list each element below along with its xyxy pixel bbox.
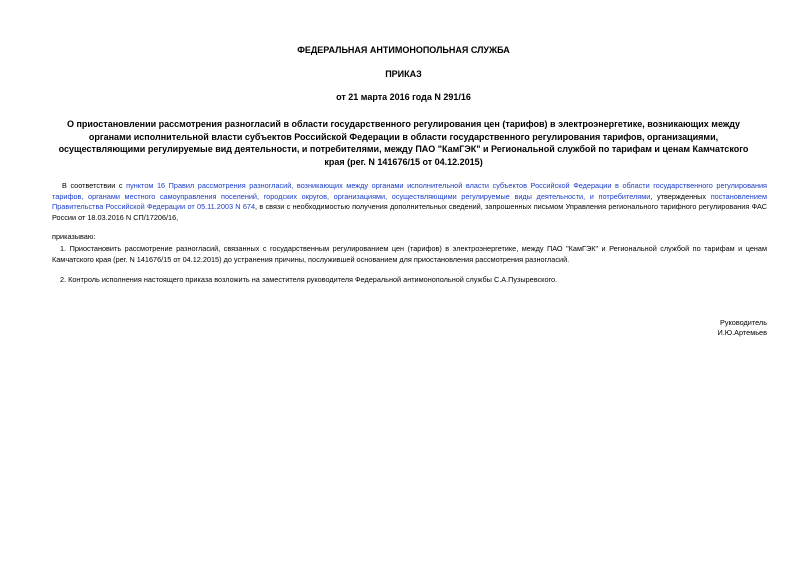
preamble-suffix: , в связи с необходимостью получения дополнительных сведений, запрошенных письмом Управления регионального тарифного регулирования ФАС России от 18.03.2016 N СП/17206/16, bbox=[52, 202, 767, 222]
preamble-middle: , утвержденных bbox=[650, 191, 711, 201]
signatory-name: И.Ю.Артемьев bbox=[717, 328, 767, 337]
order-item-1: 1. Приостановить рассмотрение разногласий, связанных с государственным регулированием цен (тарифов) в электроэнергетике, между ПАО "КамГЭК" и Региональной службой по тарифам и ценам Камчатского края (рег. N 141676/15 от 04.12.2015) до устранения причины, послужившей основанием для приостановления рассмотрения разногласий. bbox=[52, 244, 767, 264]
preamble-prefix: В соответствии с bbox=[62, 181, 127, 190]
signatory-position: Руководитель bbox=[719, 318, 767, 327]
document-date-number: от 21 марта 2016 года N 291/16 bbox=[336, 92, 471, 102]
order-word: приказываю: bbox=[52, 232, 96, 241]
paragraph-preamble bbox=[52, 181, 767, 223]
document-title: О приостановлении рассмотрения разногласий в области государственного регулирования цен (тарифов) в электроэнергетике, возникающих между органами исполнительной власти субъектов Российской Федерации в области государственного регулирования тарифов, организациями, осуществляющими регулируемые вид деятельности, и потребителями, между ПАО "КамГЭК" и Региональной службой по тарифам и ценам Камчатского края (рег. N 141676/15 от 04.12.2015) bbox=[58, 119, 749, 167]
resolution-link[interactable]: постановлением Правительства Российской Федерации от 05.11.2003 N 674 bbox=[52, 191, 767, 211]
document-type: ПРИКАЗ bbox=[385, 69, 422, 79]
order-item-2: 2. Контроль исполнения настоящего приказа возложить на заместителя руководителя Федеральной антимонопольной службы С.А.Пузыревского. bbox=[60, 275, 558, 284]
rules-link[interactable]: пунктом 16 Правил рассмотрения разногласий, возникающих между органами исполнительной власти субъектов Российской Федерации в области государственного регулирования тарифов, органами местного самоуправления поселений, городских округов, организациями, осуществляющими регулируемые виды деятельности, и потребителями bbox=[52, 181, 768, 201]
agency-name: ФЕДЕРАЛЬНАЯ АНТИМОНОПОЛЬНАЯ СЛУЖБА bbox=[297, 45, 510, 55]
